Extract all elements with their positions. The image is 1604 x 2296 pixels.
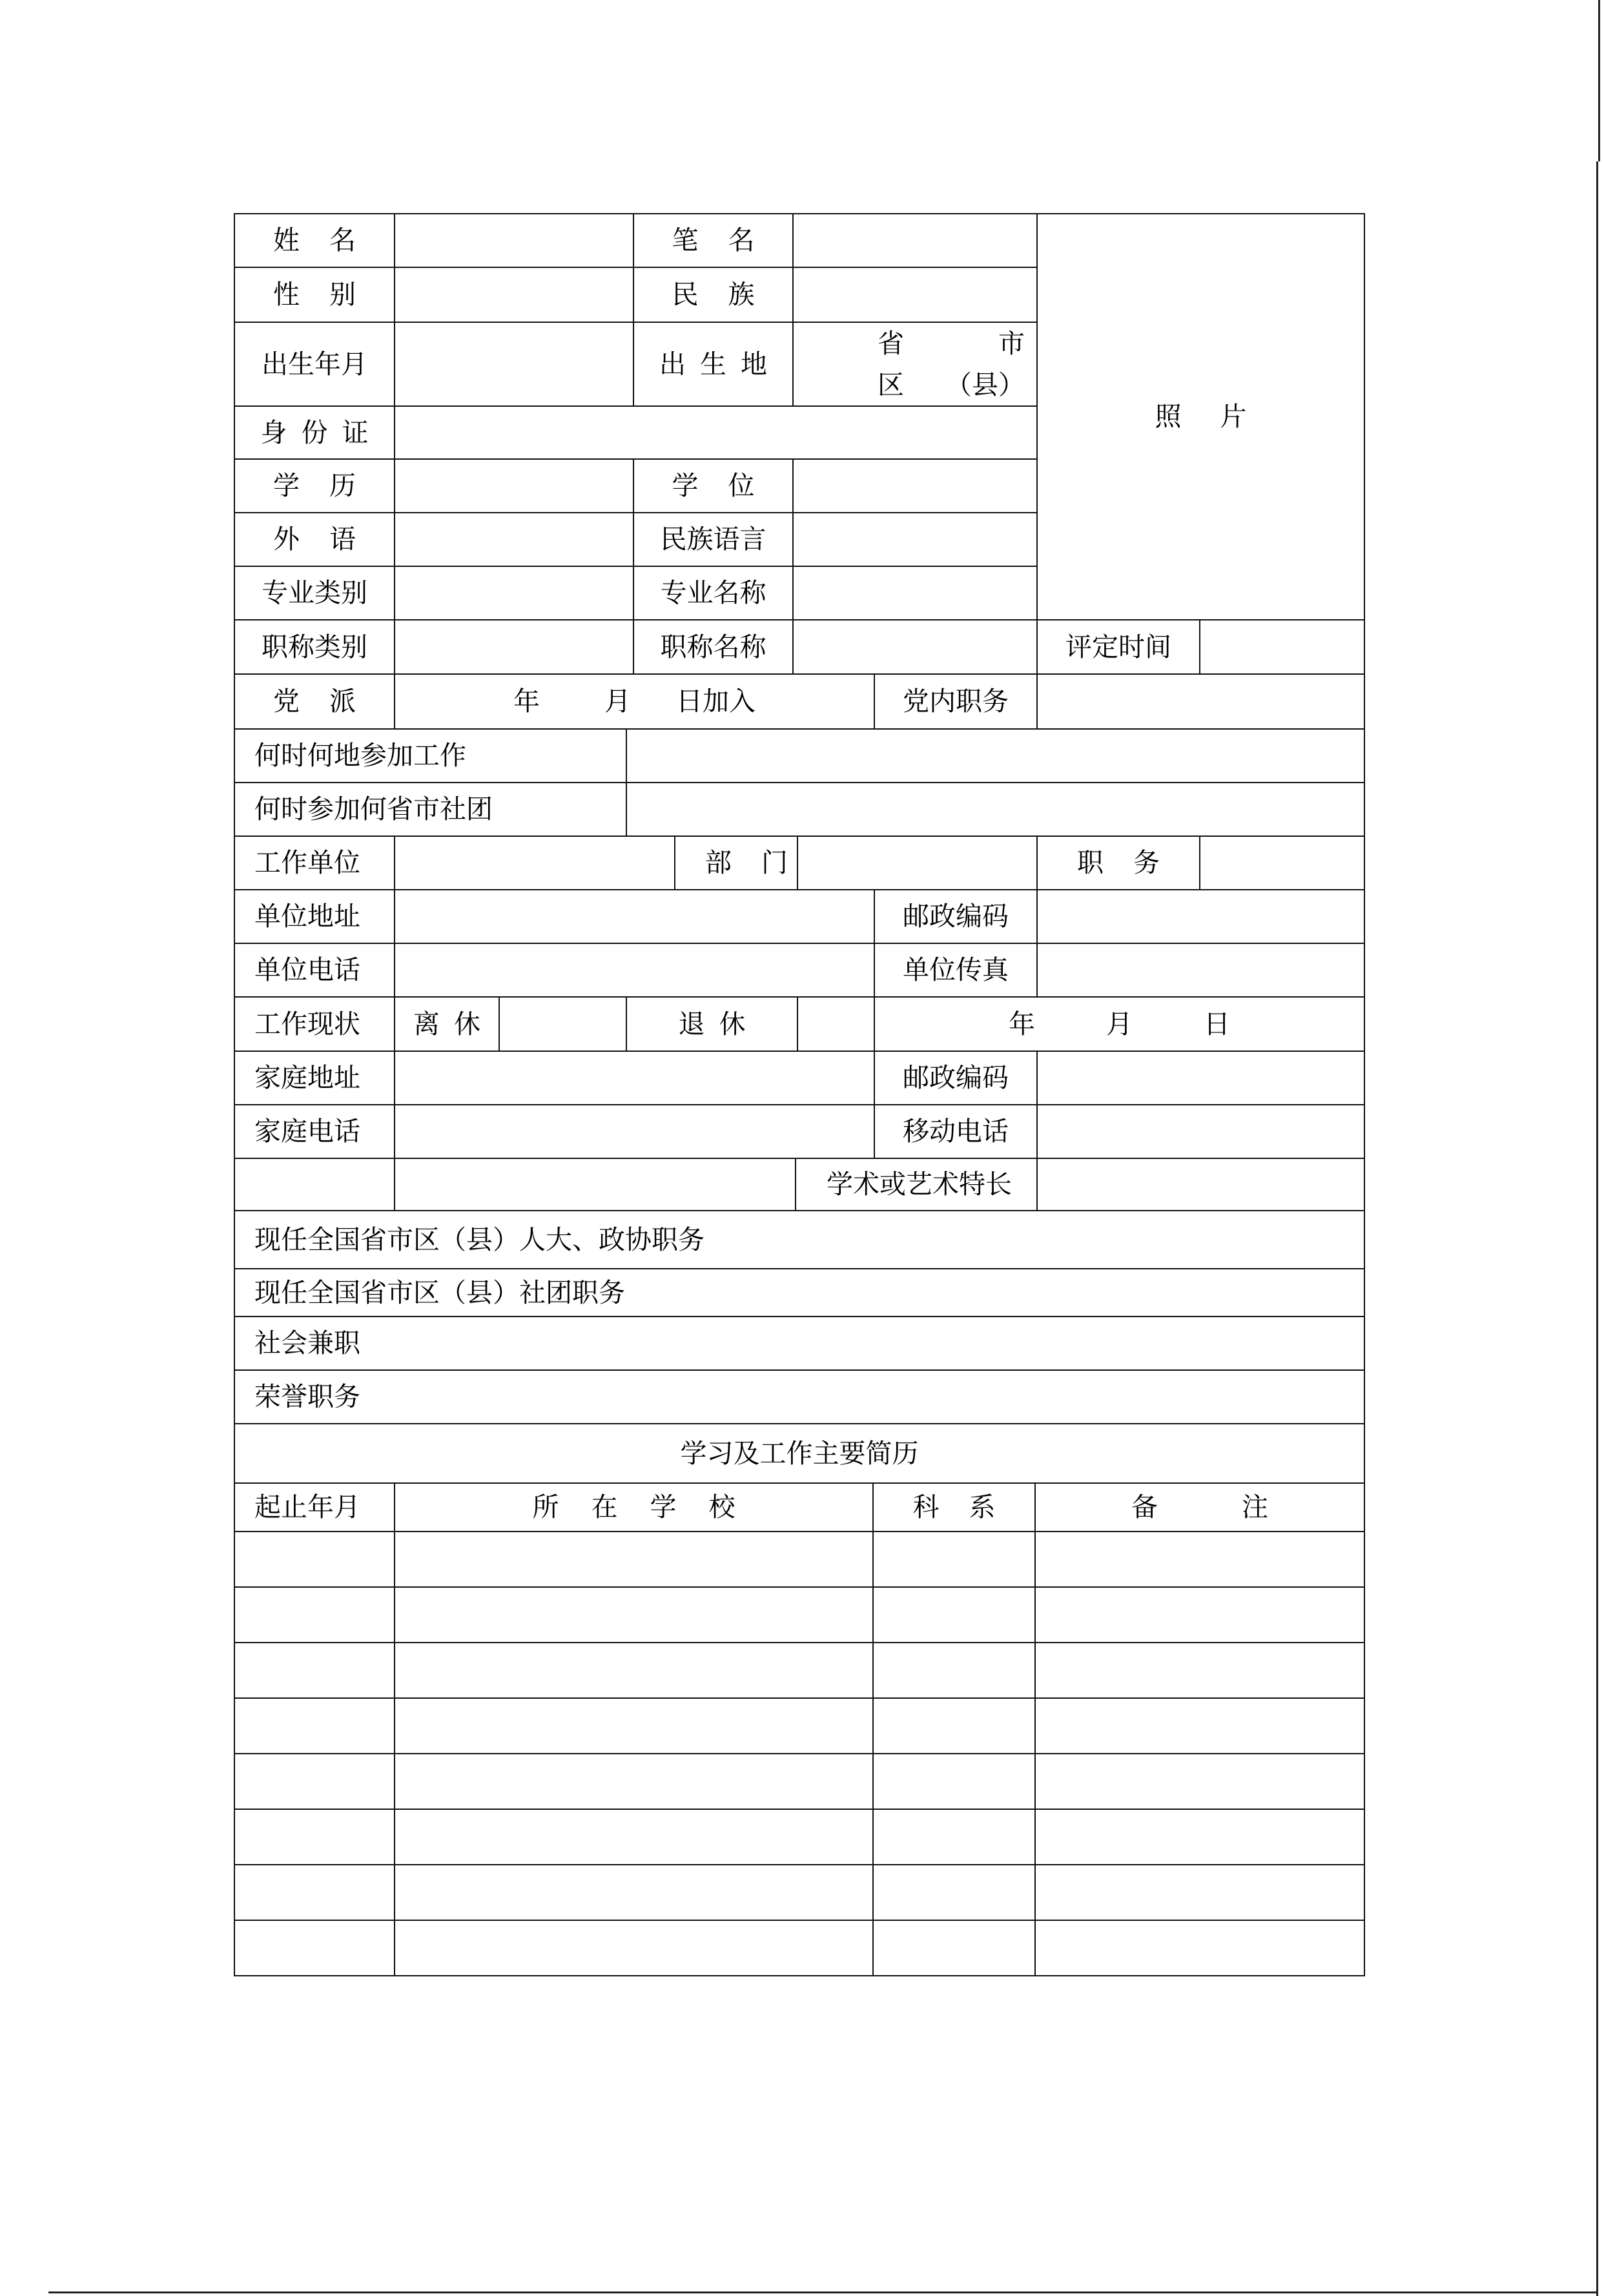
- field-title-category[interactable]: [395, 620, 633, 674]
- status-date-month: 月: [1106, 1008, 1133, 1040]
- photo-label-2: 片: [1220, 401, 1247, 432]
- unit-county: （县）: [945, 369, 1025, 400]
- field-party-post[interactable]: [1037, 675, 1364, 729]
- party-join-year: 年: [513, 686, 540, 717]
- cell-school[interactable]: [395, 1587, 873, 1643]
- party-join-month: 月: [604, 686, 632, 717]
- cell-notes[interactable]: [1035, 1865, 1364, 1920]
- label-part-time: 社会兼职: [234, 1317, 1364, 1370]
- cell-school[interactable]: [395, 1920, 873, 1976]
- label-title-category: 职称类别: [234, 620, 395, 674]
- cell-department[interactable]: [873, 1532, 1035, 1587]
- field-specialty-extra[interactable]: [234, 1159, 395, 1211]
- unit-city: 市: [998, 328, 1025, 359]
- label-title-date: 评定时间: [1037, 620, 1200, 674]
- cell-school[interactable]: [395, 1643, 873, 1698]
- field-retired[interactable]: [797, 997, 874, 1051]
- label-home-phone: 家庭电话: [234, 1105, 395, 1158]
- posts-table: [234, 1159, 1365, 1484]
- personal-info-table: [234, 213, 1365, 675]
- field-degree[interactable]: [793, 459, 1037, 513]
- label-work-start: 何时何地参加工作: [234, 729, 626, 783]
- field-department[interactable]: [797, 836, 1037, 890]
- table-row: [234, 1920, 1364, 1976]
- field-gender[interactable]: [395, 267, 633, 322]
- label-society-join: 何时参加何省市社团: [234, 783, 626, 836]
- field-foreign-language[interactable]: [395, 513, 633, 566]
- photo-label-1: 照: [1155, 401, 1182, 432]
- cell-department[interactable]: [873, 1643, 1035, 1698]
- field-home-postcode[interactable]: [1037, 1051, 1364, 1105]
- field-employer-fax[interactable]: [1037, 943, 1364, 997]
- label-party-post: 党内职务: [874, 675, 1037, 729]
- header-notes: 备注: [1035, 1484, 1364, 1532]
- field-specialty[interactable]: [1037, 1159, 1364, 1211]
- table-row: [234, 1809, 1364, 1865]
- label-retired: 退休: [626, 997, 797, 1051]
- label-postcode: 邮政编码: [874, 890, 1037, 943]
- label-leave-retired: 离休: [395, 997, 499, 1051]
- field-employer-phone[interactable]: [395, 943, 874, 997]
- cell-department[interactable]: [873, 1754, 1035, 1809]
- table-row: [234, 1754, 1364, 1809]
- field-society-join[interactable]: [626, 783, 1364, 836]
- label-society-post: 现任全国省市区（县）社团职务: [234, 1269, 1364, 1317]
- page-edge-right: [1598, 0, 1600, 161]
- photo-box[interactable]: [1037, 214, 1364, 620]
- table-row: [234, 1865, 1364, 1920]
- field-pen-name[interactable]: [793, 214, 1037, 267]
- field-employer-address[interactable]: [395, 890, 874, 943]
- label-foreign-language: 外语: [234, 513, 395, 566]
- field-work-start[interactable]: [626, 729, 1364, 783]
- registration-form: [234, 213, 1364, 1976]
- label-birth-date: 出生年月: [234, 322, 395, 406]
- page-edge-right-lower: [1596, 161, 1598, 2296]
- unit-district: 区: [878, 369, 904, 400]
- field-ethnic-language[interactable]: [793, 513, 1037, 566]
- label-specialty: 学术或艺术特长: [796, 1159, 1037, 1211]
- label-degree: 学位: [633, 459, 793, 513]
- cell-school[interactable]: [395, 1754, 873, 1809]
- cell-school[interactable]: [395, 1532, 873, 1587]
- cell-department[interactable]: [873, 1920, 1035, 1976]
- cell-period[interactable]: [234, 1865, 395, 1920]
- cell-notes[interactable]: [1035, 1587, 1364, 1643]
- field-id-card[interactable]: [395, 406, 1037, 459]
- field-birth-date[interactable]: [395, 322, 633, 406]
- header-school: 所在学校: [395, 1484, 873, 1532]
- label-employer: 工作单位: [234, 836, 395, 890]
- cell-notes[interactable]: [1035, 1698, 1364, 1754]
- label-education: 学历: [234, 459, 395, 513]
- field-employer[interactable]: [395, 836, 675, 890]
- cell-school[interactable]: [395, 1865, 873, 1920]
- cell-period[interactable]: [234, 1809, 395, 1865]
- field-leave-retired[interactable]: [499, 997, 626, 1051]
- label-department: 部门: [675, 836, 797, 890]
- field-ethnicity[interactable]: [793, 267, 1037, 322]
- label-ethnic-language: 民族语言: [633, 513, 793, 566]
- label-pen-name: 笔名: [633, 214, 793, 267]
- label-name: 姓名: [234, 214, 395, 267]
- cell-period[interactable]: [234, 1698, 395, 1754]
- page-edge-bottom: [48, 2291, 1598, 2293]
- cell-notes[interactable]: [1035, 1809, 1364, 1865]
- unit-province: 省: [878, 328, 904, 359]
- work-info-table: [234, 675, 1365, 1159]
- label-mobile: 移动电话: [874, 1105, 1037, 1158]
- cell-school[interactable]: [395, 1698, 873, 1754]
- label-title-name: 职称名称: [633, 620, 793, 674]
- table-row: [234, 1698, 1364, 1754]
- label-employer-phone: 单位电话: [234, 943, 395, 997]
- cell-notes[interactable]: [1035, 1643, 1364, 1698]
- cell-school[interactable]: [395, 1809, 873, 1865]
- label-gender: 性别: [234, 267, 395, 322]
- cell-period[interactable]: [234, 1532, 395, 1587]
- cell-department[interactable]: [873, 1587, 1035, 1643]
- cell-period[interactable]: [234, 1587, 395, 1643]
- field-party-join[interactable]: [395, 675, 874, 729]
- field-title-name[interactable]: [793, 620, 1037, 674]
- label-ethnicity: 民族: [633, 267, 793, 322]
- cell-department[interactable]: [873, 1809, 1035, 1865]
- cell-department[interactable]: [873, 1865, 1035, 1920]
- cell-period[interactable]: [234, 1754, 395, 1809]
- field-position[interactable]: [1200, 836, 1364, 890]
- field-title-date[interactable]: [1200, 620, 1364, 674]
- label-home-postcode: 邮政编码: [874, 1051, 1037, 1105]
- cell-department[interactable]: [873, 1698, 1035, 1754]
- field-home-phone[interactable]: [395, 1105, 874, 1158]
- label-id-card: 身份证: [234, 406, 395, 459]
- table-row: [234, 1532, 1364, 1587]
- cell-notes[interactable]: [1035, 1920, 1364, 1976]
- field-postcode[interactable]: [1037, 890, 1364, 943]
- field-status-date[interactable]: [874, 997, 1364, 1051]
- cell-notes[interactable]: [1035, 1532, 1364, 1587]
- label-congress-post: 现任全国省市区（县）人大、政协职务: [234, 1211, 1364, 1269]
- status-date-day: 日: [1204, 1008, 1231, 1040]
- label-honorary: 荣誉职务: [234, 1370, 1364, 1424]
- label-major-category: 专业类别: [234, 566, 395, 620]
- status-date-year: 年: [1009, 1008, 1036, 1040]
- label-birthplace: 出生地: [633, 322, 793, 406]
- resume-table: [234, 1484, 1365, 1976]
- table-row: [234, 1587, 1364, 1643]
- header-period: 起止年月: [234, 1484, 395, 1532]
- label-position: 职务: [1037, 836, 1200, 890]
- table-row: [234, 1643, 1364, 1698]
- field-birthplace[interactable]: [793, 322, 1037, 406]
- label-work-status: 工作现状: [234, 997, 395, 1051]
- field-home-address[interactable]: [395, 1051, 874, 1105]
- label-employer-address: 单位地址: [234, 890, 395, 943]
- field-major-name[interactable]: [793, 566, 1037, 620]
- header-department: 科系: [873, 1484, 1035, 1532]
- field-mobile[interactable]: [1037, 1105, 1364, 1158]
- field-education[interactable]: [395, 459, 633, 513]
- cell-notes[interactable]: [1035, 1754, 1364, 1809]
- resume-title: 学习及工作主要简历: [234, 1424, 1364, 1483]
- field-specialty-left[interactable]: [395, 1159, 796, 1211]
- cell-period[interactable]: [234, 1643, 395, 1698]
- cell-period[interactable]: [234, 1920, 395, 1976]
- label-home-address: 家庭地址: [234, 1051, 395, 1105]
- field-name[interactable]: [395, 214, 633, 267]
- label-party: 党派: [234, 675, 395, 729]
- label-major-name: 专业名称: [633, 566, 793, 620]
- party-join-day: 日加入: [676, 686, 756, 717]
- label-employer-fax: 单位传真: [874, 943, 1037, 997]
- field-major-category[interactable]: [395, 566, 633, 620]
